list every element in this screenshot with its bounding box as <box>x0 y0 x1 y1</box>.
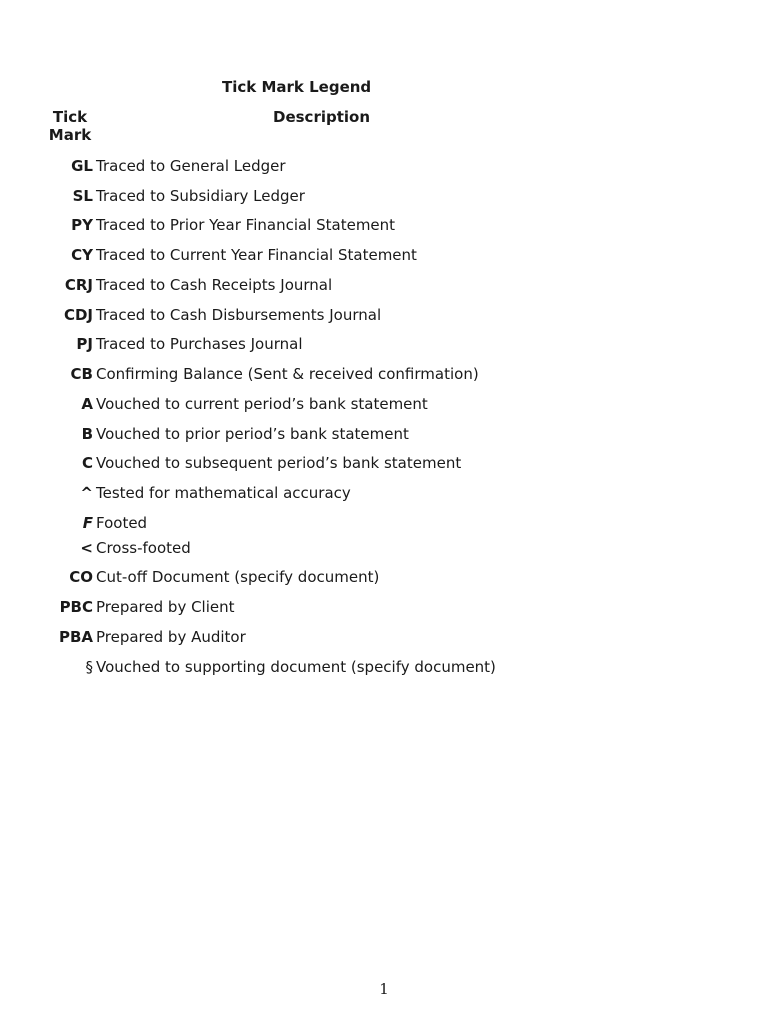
table-row <box>0 423 768 445</box>
tick-mark: SL <box>72 187 93 205</box>
tick-mark: PBC <box>59 598 93 616</box>
tick-description: Cross-footed <box>96 539 191 557</box>
tick-mark: CO <box>69 568 93 586</box>
table-row <box>0 393 768 415</box>
tick-mark: PJ <box>76 335 93 353</box>
table-row <box>0 214 768 236</box>
tick-description: Tested for mathematical accuracy <box>96 484 351 502</box>
tick-description: Cut-off Document (specify document) <box>96 568 380 586</box>
table-row <box>0 596 768 618</box>
page-number: 1 <box>379 980 389 998</box>
tick-description: Prepared by Auditor <box>96 628 246 646</box>
tick-mark: CY <box>71 246 93 264</box>
tick-mark: ^ <box>80 484 93 502</box>
tick-description: Vouched to prior period’s bank statement <box>96 425 409 443</box>
tick-mark: C <box>81 454 93 472</box>
tick-mark: B <box>81 425 93 443</box>
column-header-tick-line2: Mark <box>48 126 92 144</box>
tick-description: Traced to General Ledger <box>96 157 286 175</box>
table-row <box>0 244 768 266</box>
tick-mark: § <box>85 658 93 676</box>
tick-mark: CDJ <box>63 306 93 324</box>
table-row <box>0 452 768 474</box>
table-row <box>0 566 768 588</box>
table-row <box>0 626 768 648</box>
column-header-tick-mark <box>40 108 100 144</box>
tick-description: Confirming Balance (Sent & received confirmation) <box>96 365 479 383</box>
table-row <box>0 363 768 385</box>
table-row <box>0 274 768 296</box>
tick-description: Footed <box>96 514 148 532</box>
tick-description: Traced to Subsidiary Ledger <box>96 187 305 205</box>
table-row <box>0 656 768 678</box>
tick-description: Vouched to current period’s bank statement <box>96 395 428 413</box>
tick-mark: F <box>82 514 93 532</box>
tick-mark: CRJ <box>64 276 93 294</box>
tick-mark: GL <box>71 157 93 175</box>
tick-mark: < <box>80 539 93 557</box>
tick-mark: PBA <box>58 628 93 646</box>
column-header-tick-line1: Tick <box>52 108 88 126</box>
table-row <box>0 333 768 355</box>
table-row <box>0 512 768 534</box>
table-row <box>0 304 768 326</box>
tick-mark: PY <box>71 216 93 234</box>
tick-description: Vouched to supporting document (specify document) <box>96 658 496 676</box>
tick-description: Prepared by Client <box>96 598 235 616</box>
tick-description: Traced to Purchases Journal <box>96 335 303 353</box>
tick-description: Traced to Current Year Financial Statement <box>96 246 417 264</box>
table-row <box>0 537 768 559</box>
table-row <box>0 185 768 207</box>
table-row <box>0 482 768 504</box>
tick-description: Traced to Cash Receipts Journal <box>96 276 333 294</box>
table-row <box>0 155 768 177</box>
tick-description: Traced to Cash Disbursements Journal <box>96 306 382 324</box>
tick-description: Vouched to subsequent period’s bank statement <box>96 454 462 472</box>
tick-mark: A <box>81 395 93 413</box>
legend-title: Tick Mark Legend <box>222 78 372 96</box>
tick-mark: CB <box>70 365 93 383</box>
column-header-description: Description <box>273 108 371 126</box>
tick-description: Traced to Prior Year Financial Statement <box>96 216 396 234</box>
